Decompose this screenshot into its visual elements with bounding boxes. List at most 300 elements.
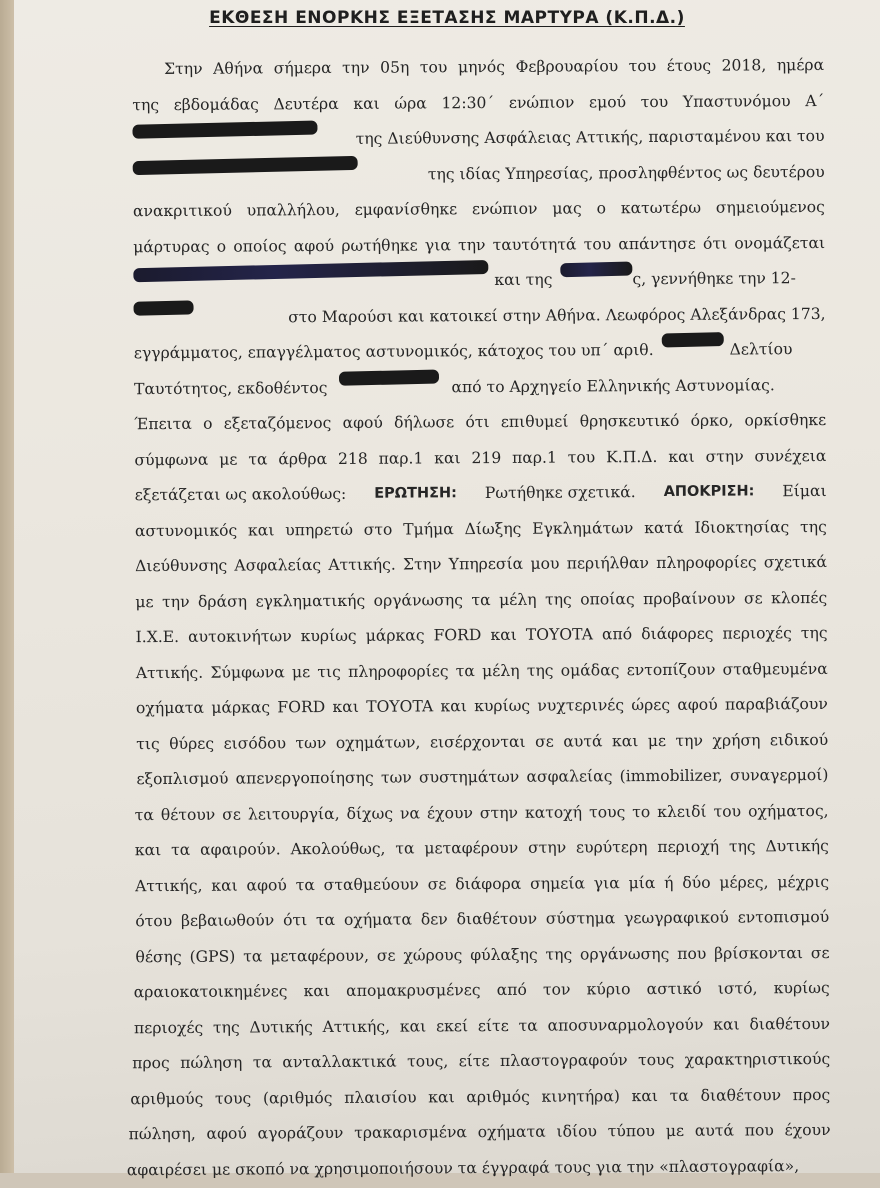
word: πληροφορίες bbox=[348, 661, 449, 681]
word: για bbox=[593, 873, 620, 892]
text-line bbox=[134, 1006, 830, 1046]
word: και bbox=[332, 697, 359, 716]
word: και bbox=[399, 1016, 427, 1036]
text-line bbox=[130, 1077, 830, 1117]
word: Διεύθυνσης bbox=[135, 556, 228, 576]
word: οργάνωσης bbox=[579, 944, 670, 963]
text-line bbox=[132, 1042, 830, 1082]
word: ονομάζεται bbox=[734, 233, 826, 253]
text-line-content: της Διεύθυνσης Ασφάλειας Αττικής, παρισταμένου και του bbox=[355, 126, 825, 148]
word: την bbox=[675, 731, 704, 750]
document-title-text: ΕΚΘΕΣΗ ΕΝΟΡΚΗΣ ΕΞΕΤΑΣΗΣ ΜΑΡΤΥΡΑ (Κ.Π.Δ.) bbox=[209, 8, 685, 28]
word: μηνός bbox=[457, 57, 506, 77]
text-line bbox=[129, 1113, 831, 1153]
word: ομάδας bbox=[560, 660, 620, 680]
text-line bbox=[132, 119, 824, 159]
word: αστικό bbox=[646, 979, 702, 999]
word: την bbox=[162, 592, 190, 611]
word: Σύμφωνα bbox=[210, 662, 285, 682]
text-line-content: Είμαι bbox=[782, 481, 827, 501]
text-line bbox=[164, 48, 824, 88]
word: ρωτήθηκε bbox=[341, 235, 418, 255]
word: που bbox=[677, 944, 707, 963]
word: σήμερα bbox=[273, 58, 332, 78]
word: Υπαστυνόμου bbox=[682, 91, 791, 111]
word: μέλη bbox=[482, 661, 520, 680]
word: παραβιάζουν bbox=[724, 694, 828, 714]
word: και bbox=[134, 841, 162, 860]
word: με bbox=[665, 1121, 685, 1140]
redaction-birth-date bbox=[133, 300, 193, 315]
word: του bbox=[583, 234, 612, 253]
word: διαθέτουν bbox=[700, 1085, 782, 1105]
text-line bbox=[134, 403, 826, 443]
text-line bbox=[135, 474, 827, 514]
word: αφαιρούν. bbox=[200, 840, 281, 859]
word: της bbox=[800, 623, 828, 643]
word: FORD bbox=[277, 698, 326, 717]
word: απάντησε bbox=[618, 234, 696, 253]
word: ιστό, bbox=[717, 979, 758, 998]
text-line-content: της ιδίας Υπηρεσίας, προσληφθέντος ως δευτέρου bbox=[427, 162, 825, 183]
text-line bbox=[135, 545, 827, 585]
word: έχουν bbox=[784, 1120, 831, 1140]
word: αφού bbox=[206, 1124, 247, 1143]
word: οχήματα bbox=[477, 1122, 546, 1142]
text-line bbox=[135, 616, 827, 656]
word: αφού bbox=[677, 695, 718, 714]
word: διάφορα bbox=[455, 874, 522, 893]
word: κατοχή bbox=[524, 802, 583, 822]
word: τύπου bbox=[607, 1122, 656, 1141]
word: ειδικού bbox=[769, 730, 829, 749]
word: συστημάτων bbox=[418, 767, 520, 787]
word: Αττικής, bbox=[135, 876, 203, 895]
word: περιοχές bbox=[722, 624, 792, 643]
text-line bbox=[136, 722, 828, 762]
word: στην bbox=[479, 803, 519, 822]
word: ημέρα bbox=[776, 55, 825, 75]
word: είτε bbox=[458, 1052, 490, 1071]
document-page bbox=[14, 0, 880, 1179]
word: εγκληματικής bbox=[255, 591, 366, 610]
word: ανταλλακτικά bbox=[282, 1052, 397, 1072]
word: Αθήνα bbox=[213, 59, 264, 78]
word: ο bbox=[596, 199, 607, 218]
word: με bbox=[219, 450, 238, 469]
word: τα bbox=[248, 449, 268, 468]
word: Έπειτα bbox=[134, 414, 192, 434]
word: αυτά bbox=[694, 1121, 735, 1140]
word: φύλαξης bbox=[470, 945, 538, 964]
text-line bbox=[136, 758, 828, 798]
word: σταθμεύουν bbox=[323, 874, 419, 894]
word: οργάνωσης bbox=[373, 590, 464, 610]
word: Στην bbox=[402, 555, 442, 574]
word: κινητήρα) bbox=[541, 1086, 620, 1106]
word: τα bbox=[395, 839, 415, 858]
word: του bbox=[567, 447, 596, 467]
word: του bbox=[713, 801, 742, 821]
word: και bbox=[434, 448, 461, 467]
word: αποσυναρμολογούν bbox=[547, 1015, 704, 1035]
word: χώρους bbox=[403, 945, 463, 965]
word: μία bbox=[628, 873, 656, 892]
text-line-content: και της bbox=[494, 270, 553, 289]
word: μεταφέρουν bbox=[424, 838, 519, 858]
word: σε bbox=[376, 946, 396, 965]
word: μας bbox=[552, 199, 582, 218]
word: ώρες bbox=[631, 695, 671, 715]
word: 12:30΄ bbox=[441, 93, 495, 112]
document-body bbox=[126, 48, 831, 1188]
word: εκεί bbox=[435, 1016, 469, 1035]
word: σημεία bbox=[530, 873, 586, 893]
question-label: ΕΡΩΤΗΣΗ: bbox=[374, 485, 457, 502]
word: υπαλλήλου, bbox=[246, 200, 340, 220]
word: 2018, bbox=[721, 56, 767, 75]
text-line-content: εξετάζεται ως ακολούθως: bbox=[134, 484, 347, 505]
word: υπηρετώ bbox=[285, 520, 353, 539]
word: τα bbox=[518, 1016, 538, 1035]
word: οχήματα bbox=[343, 910, 413, 929]
word: στην bbox=[705, 446, 744, 466]
word: μέλη bbox=[499, 590, 537, 609]
word: ενώπιον bbox=[471, 199, 538, 219]
word: σε bbox=[743, 588, 763, 607]
word: των bbox=[380, 768, 412, 787]
word: ενώπιον bbox=[508, 92, 575, 112]
text-line-content: από το Αρχηγείο Ελληνικής Αστυνομίας. bbox=[451, 375, 775, 396]
word: Ασφαλείας bbox=[234, 556, 322, 575]
word: πλαισίου bbox=[344, 1087, 417, 1107]
word: βρίσκονται bbox=[714, 943, 804, 963]
word: πλαστογραφούν bbox=[499, 1051, 628, 1070]
text-line bbox=[135, 935, 829, 975]
word: διαθέτουν bbox=[456, 909, 538, 929]
word: αριθμούς bbox=[130, 1089, 204, 1108]
word: της bbox=[212, 1018, 240, 1037]
redaction-second-officer-name bbox=[133, 155, 358, 174]
word: όρκο, bbox=[690, 411, 734, 430]
word: τρακαρισμένα bbox=[354, 1123, 467, 1142]
word: ασφαλείας bbox=[526, 767, 613, 786]
word: κατωτέρω bbox=[620, 198, 702, 218]
word: στην bbox=[528, 838, 567, 857]
word: οχήματα bbox=[135, 698, 205, 718]
word: Ι.Χ.Ε. bbox=[135, 627, 180, 647]
word: εξεταζόμενος bbox=[223, 413, 332, 433]
word: της bbox=[728, 837, 756, 856]
word: Τμήμα bbox=[403, 519, 454, 539]
redaction-mother-name bbox=[560, 262, 632, 278]
word: σε bbox=[535, 732, 554, 751]
word: εμφανίσθηκε bbox=[354, 200, 458, 219]
text-line bbox=[135, 580, 827, 620]
word: τους, bbox=[407, 1052, 449, 1071]
word: 219 bbox=[471, 448, 502, 467]
text-line bbox=[134, 438, 826, 478]
word: και bbox=[713, 1015, 740, 1034]
word: τα bbox=[252, 1053, 273, 1072]
word: κυρίως bbox=[300, 626, 357, 646]
word: χρήση bbox=[712, 730, 761, 750]
word: σε bbox=[427, 874, 447, 893]
word: ανακριτικού bbox=[132, 201, 232, 221]
word: τους bbox=[214, 1088, 252, 1108]
word: του bbox=[640, 92, 669, 111]
text-line bbox=[135, 509, 827, 549]
word: τα bbox=[134, 805, 154, 824]
word: Φεβρουαρίου bbox=[515, 57, 619, 76]
word: οχημάτων, bbox=[335, 732, 421, 752]
document-title bbox=[14, 8, 880, 28]
word: σε bbox=[810, 943, 830, 962]
word: λειτουργία, bbox=[247, 804, 340, 824]
word: Στην bbox=[164, 59, 203, 78]
word: εντοπισμού bbox=[737, 907, 830, 927]
word: δεν bbox=[420, 910, 448, 929]
word: απενεργοποίησης bbox=[235, 768, 374, 788]
word: εμού bbox=[588, 92, 627, 111]
redaction-officer-name bbox=[132, 120, 317, 138]
word: και bbox=[611, 731, 639, 750]
word: βεβαιωθούν bbox=[180, 911, 275, 930]
word: συνέχεια bbox=[754, 446, 827, 465]
word: και bbox=[211, 876, 238, 895]
word: Αττικής. bbox=[135, 663, 204, 682]
word: αριθμός bbox=[466, 1087, 530, 1106]
word: απομακρυσμένες bbox=[346, 981, 481, 1000]
word: άρθρα bbox=[278, 449, 328, 468]
word: πώληση, bbox=[128, 1124, 196, 1144]
text-line-content: εγγράμματος, επαγγέλματος αστυνομικός, κάτοχος του υπ΄ αριθ. bbox=[133, 341, 654, 363]
word: προς bbox=[132, 1053, 170, 1073]
word: τον bbox=[542, 980, 571, 999]
word: συναγερμοί) bbox=[729, 765, 829, 785]
word: ότι bbox=[465, 413, 490, 432]
word: με bbox=[647, 731, 667, 750]
word: κύριο bbox=[586, 980, 631, 999]
text-line bbox=[134, 296, 826, 336]
word: θύρες bbox=[169, 734, 215, 753]
word: μάρτυρας bbox=[133, 237, 210, 256]
word: αγοράζουν bbox=[257, 1123, 344, 1143]
word: ότου bbox=[135, 911, 173, 931]
text-line bbox=[133, 190, 825, 230]
word: με bbox=[291, 662, 311, 681]
text-line bbox=[133, 154, 825, 194]
word: δράση bbox=[197, 592, 248, 611]
word: γεωγραφικού bbox=[624, 908, 729, 928]
word: τα bbox=[471, 590, 491, 609]
word: Δίωξης bbox=[464, 519, 522, 538]
word: χαρακτηριστικούς bbox=[684, 1049, 831, 1069]
word: με bbox=[135, 592, 154, 611]
word: των bbox=[295, 733, 327, 752]
text-line bbox=[127, 1148, 831, 1188]
word: κατά bbox=[644, 518, 684, 537]
word: τα bbox=[295, 875, 315, 894]
text-line-content: Ρωτήθηκε σχετικά. bbox=[484, 483, 636, 503]
word: τους bbox=[588, 802, 626, 821]
word: Α΄ bbox=[805, 91, 825, 110]
text-line bbox=[135, 829, 829, 869]
text-line-content: στο Μαρούσι και κατοικεί στην Αθήνα. Λεωφόρος Αλεξάνδρας 173, bbox=[288, 304, 826, 326]
word: θέτουν bbox=[160, 805, 216, 824]
text-line bbox=[136, 687, 828, 727]
word: Ακολούθως, bbox=[290, 839, 386, 859]
word: δήλωσε bbox=[394, 413, 455, 432]
word: οποίος bbox=[233, 236, 287, 256]
word: και bbox=[353, 94, 380, 113]
word: Δευτέρα bbox=[273, 94, 339, 113]
word: ορκίσθηκε bbox=[744, 410, 827, 430]
text-line bbox=[134, 971, 830, 1011]
word: θρησκευτικό bbox=[579, 411, 680, 431]
word: από bbox=[601, 625, 633, 644]
word: ώρα bbox=[394, 93, 427, 113]
text-line bbox=[135, 864, 829, 904]
word: για bbox=[424, 235, 451, 254]
word: μέρες, bbox=[719, 872, 769, 892]
word: μεταφέρουν, bbox=[270, 946, 370, 965]
word: Αττικής, bbox=[322, 1017, 391, 1036]
word: του bbox=[628, 56, 657, 76]
word: προβαίνουν bbox=[643, 589, 736, 608]
word: σημειούμενος bbox=[715, 197, 825, 217]
word: αφού bbox=[293, 236, 335, 255]
word: σύστημα bbox=[545, 909, 616, 928]
word: διάφορες bbox=[641, 624, 714, 644]
word: τα bbox=[243, 946, 263, 966]
word: της bbox=[545, 945, 573, 964]
word: αφού bbox=[246, 875, 287, 895]
word: να bbox=[399, 803, 421, 823]
word: οχήματος, bbox=[747, 801, 829, 820]
word: σχετικά bbox=[763, 552, 828, 572]
word: μου bbox=[530, 554, 560, 573]
word: TOYOTA bbox=[525, 625, 593, 644]
word: εισόδου bbox=[223, 733, 287, 753]
word: στο bbox=[363, 520, 393, 539]
word: σε bbox=[222, 805, 242, 824]
word: την bbox=[458, 235, 486, 254]
text-line bbox=[135, 793, 829, 833]
text-line bbox=[134, 332, 826, 372]
word: παρ.1 bbox=[512, 448, 557, 467]
answer-label: ΑΠΟΚΡΙΣΗ: bbox=[663, 483, 755, 500]
word: πώληση bbox=[180, 1053, 243, 1072]
text-line-content: αφαιρέσει με σκοπό να χρησιμοποιήσουν τα έγγραφά τους για την «πλαστογραφία», bbox=[126, 1156, 800, 1179]
word: μάρκας bbox=[211, 698, 271, 717]
text-line bbox=[133, 261, 825, 301]
word: και bbox=[631, 1086, 659, 1105]
word: αστυνομικός bbox=[134, 521, 238, 540]
word: προς bbox=[792, 1085, 831, 1104]
word: Ιδιοκτησίας bbox=[694, 517, 790, 537]
word: και bbox=[490, 625, 517, 645]
word: κλοπές bbox=[771, 588, 828, 607]
text-line bbox=[135, 900, 829, 940]
word: εξοπλισμού bbox=[136, 769, 229, 789]
word: που bbox=[744, 1121, 774, 1140]
page-edge-shadow bbox=[0, 0, 14, 1173]
word: αυτά bbox=[563, 731, 603, 751]
word: περιοχή bbox=[657, 837, 720, 857]
word: ιδίου bbox=[556, 1122, 598, 1141]
word: (immobilizer, bbox=[619, 766, 723, 786]
word: διαθέτουν bbox=[749, 1014, 830, 1033]
word: Εγκλημάτων bbox=[532, 518, 634, 538]
text-line-content: Δελτίου bbox=[729, 340, 793, 359]
word: εβδομάδας bbox=[173, 94, 259, 114]
word: και bbox=[303, 982, 331, 1001]
word: τα bbox=[455, 661, 475, 680]
word: μάρκας bbox=[365, 626, 425, 645]
word: και bbox=[668, 447, 695, 466]
text-line bbox=[136, 651, 828, 691]
word: ή bbox=[664, 873, 674, 892]
word: το bbox=[632, 802, 651, 821]
word: FORD bbox=[433, 626, 482, 645]
word: (αριθμός bbox=[262, 1088, 333, 1107]
word: σταθμευμένα bbox=[722, 659, 828, 679]
text-line-content: ς, γεννήθηκε την 12- bbox=[632, 269, 796, 289]
word: είτε bbox=[477, 1016, 509, 1035]
word: TOYOTA bbox=[366, 697, 434, 716]
redaction-id-number bbox=[661, 332, 723, 347]
word: και bbox=[247, 520, 275, 539]
text-line bbox=[132, 83, 824, 123]
word: Δυτικής bbox=[765, 836, 829, 856]
word: οποίας bbox=[580, 589, 635, 608]
word: της bbox=[132, 95, 160, 114]
word: πληροφορίες bbox=[656, 553, 757, 573]
word: παρ.1 bbox=[378, 448, 424, 468]
word: εντοπίζουν bbox=[626, 660, 716, 679]
word: κλειδί bbox=[657, 802, 707, 821]
word: ευρύτερη bbox=[575, 838, 648, 857]
word: έτους bbox=[666, 56, 712, 75]
word: περιήλθαν bbox=[566, 554, 649, 573]
word: θέσης bbox=[135, 947, 182, 966]
word: κυρίως bbox=[773, 978, 830, 998]
word: τους bbox=[638, 1050, 675, 1070]
word: ο bbox=[203, 414, 213, 433]
word: ότι bbox=[282, 911, 308, 930]
word: ταυτότητά bbox=[492, 234, 577, 254]
word: Υπηρεσία bbox=[448, 554, 524, 574]
word: Δυτικής bbox=[249, 1017, 313, 1036]
word: Κ.Π.Δ. bbox=[606, 447, 658, 466]
word: σύμφωνα bbox=[134, 450, 209, 469]
word: εισέρχονται bbox=[429, 732, 526, 751]
word: από bbox=[496, 980, 527, 999]
word: κυρίως bbox=[474, 696, 531, 716]
redaction-issue-date bbox=[339, 369, 439, 385]
word: του bbox=[419, 58, 448, 77]
word: Αττικής. bbox=[328, 555, 396, 575]
word: της bbox=[800, 517, 827, 536]
word: 218 bbox=[337, 449, 368, 468]
word: ο bbox=[216, 237, 227, 256]
text-line bbox=[134, 367, 826, 407]
word: μέχρις bbox=[777, 872, 830, 891]
word: νυχτερινές bbox=[537, 696, 625, 715]
word: περιοχές bbox=[133, 1018, 204, 1037]
word: της bbox=[526, 661, 554, 680]
